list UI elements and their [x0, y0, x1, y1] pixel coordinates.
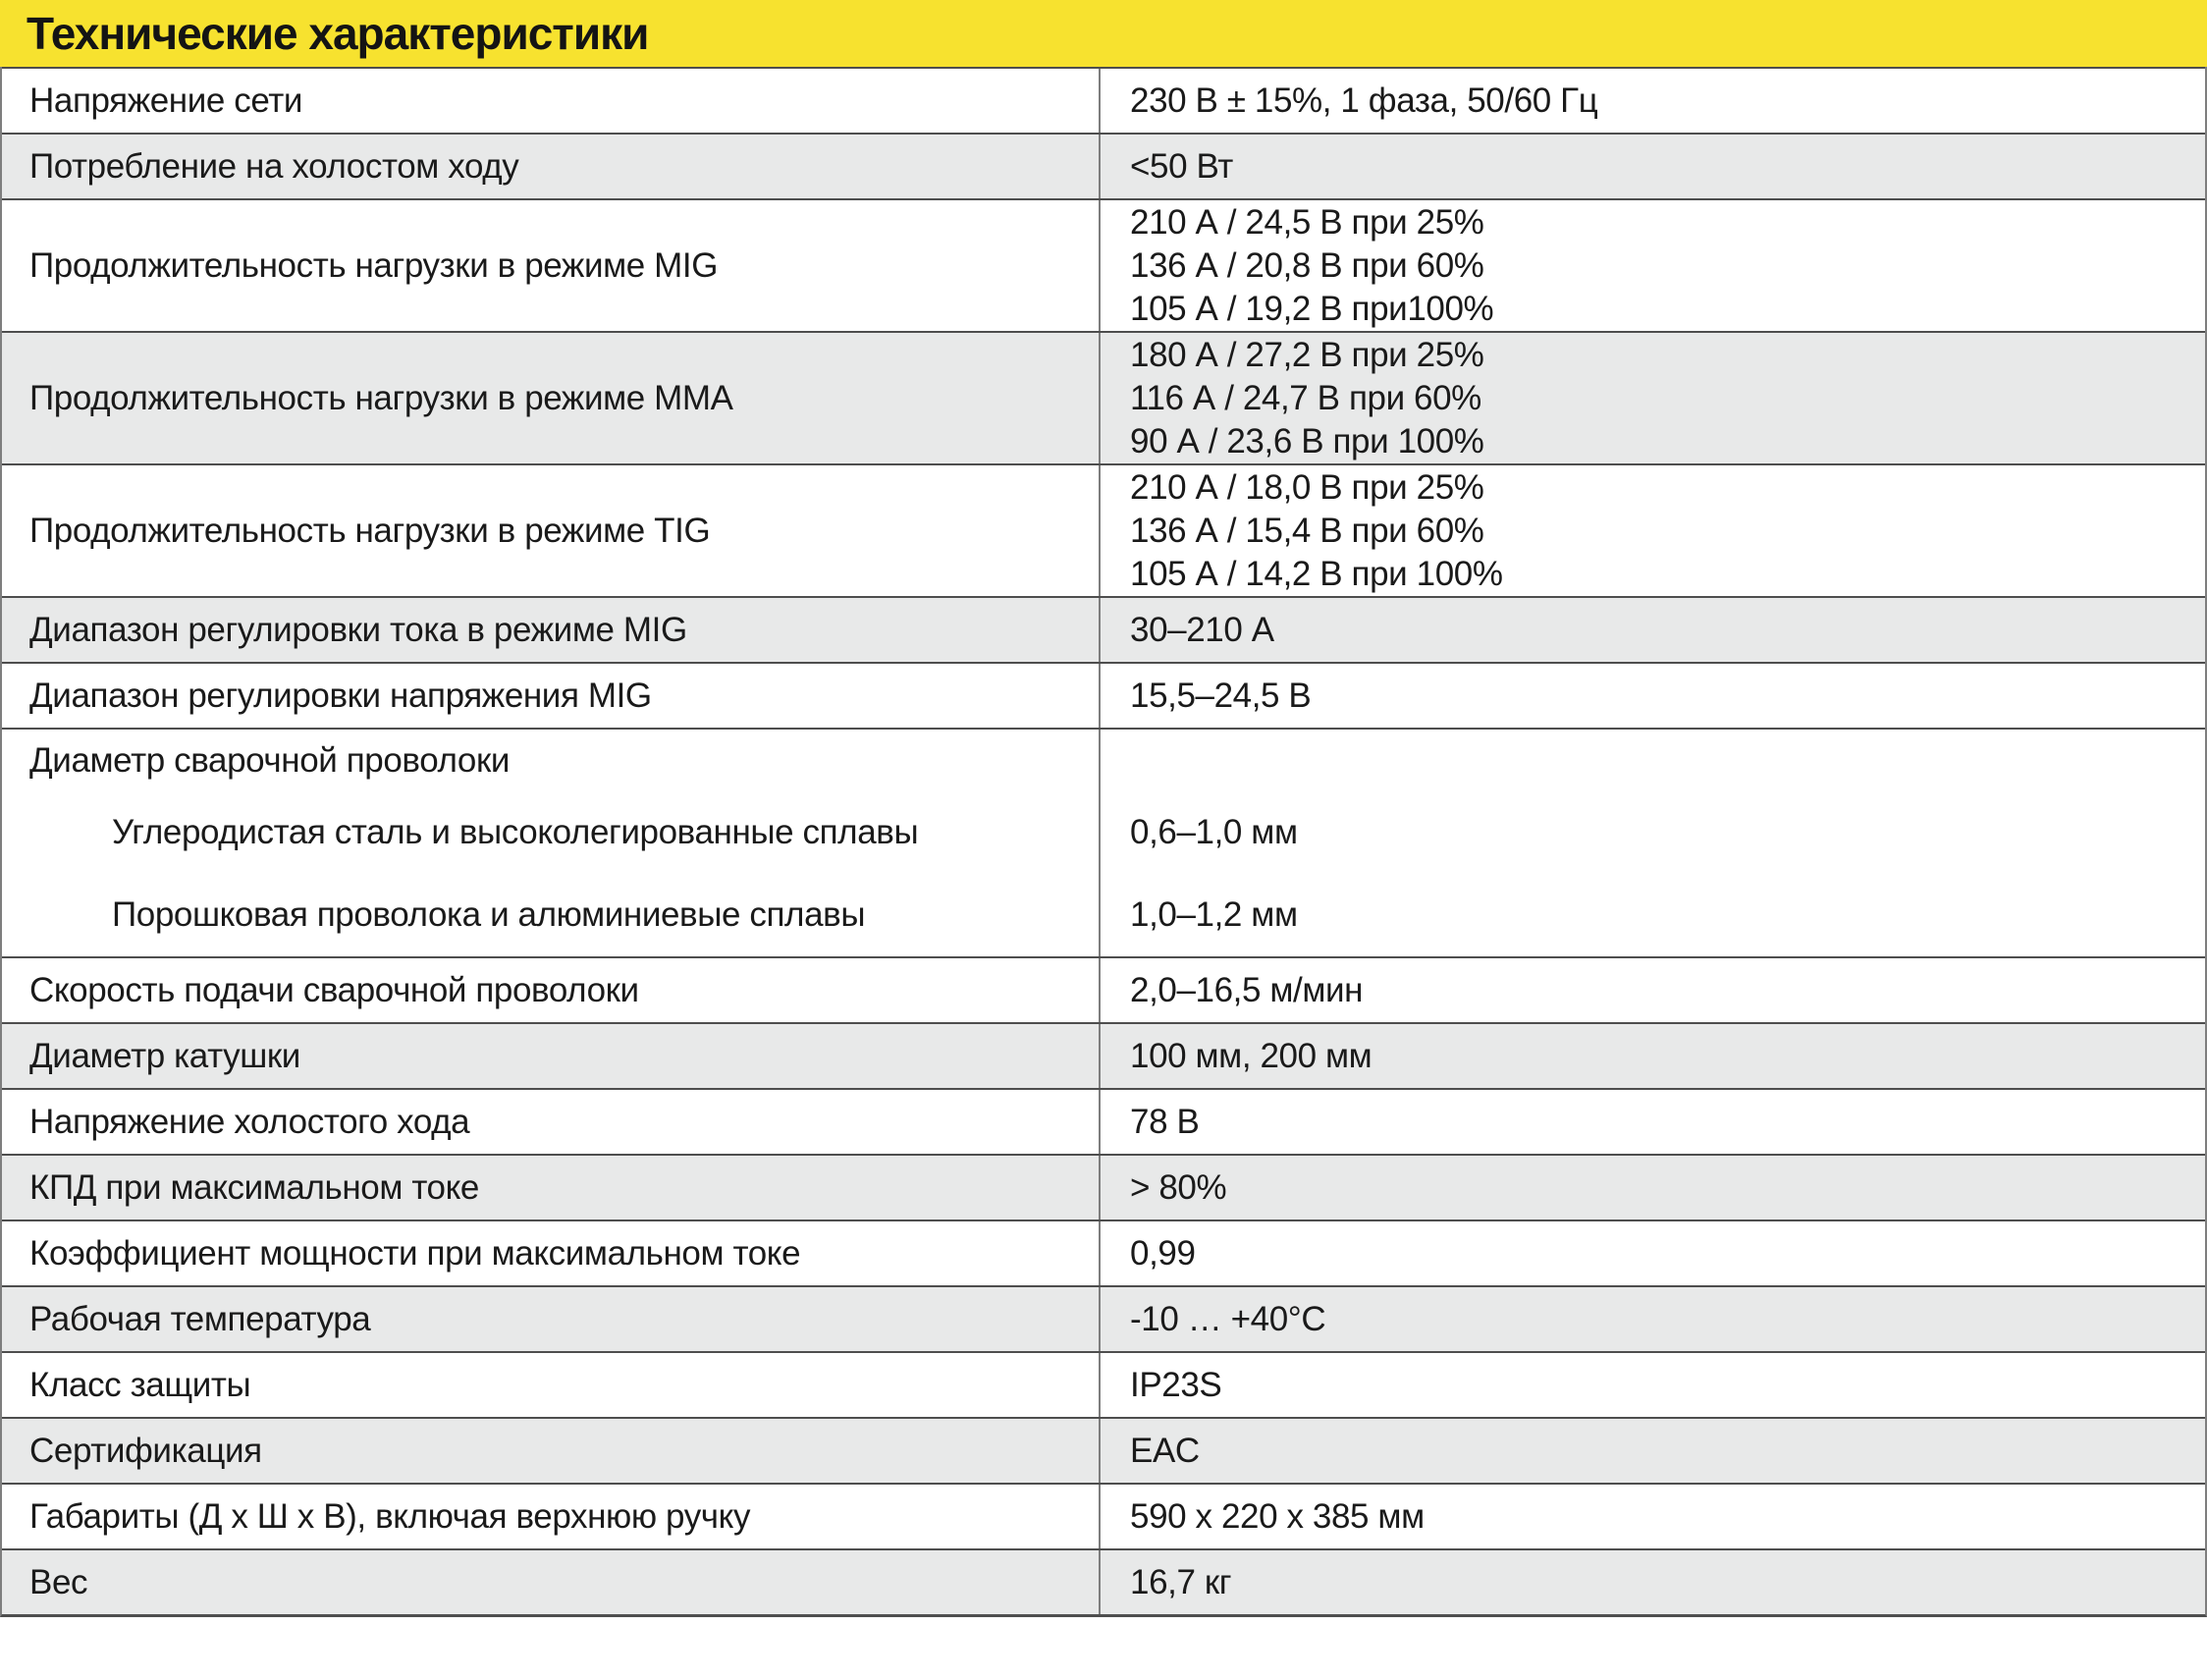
spec-value-cell	[1099, 200, 2205, 331]
spec-value-cell	[1099, 958, 2205, 1022]
spec-value: 136 А / 20,8 В при 60%	[1130, 245, 1484, 285]
table-row	[2, 956, 2205, 1022]
table-row	[2, 1483, 2205, 1548]
table-row	[2, 1417, 2205, 1483]
spec-sublabel: Углеродистая сталь и высоколегированные сплавы	[112, 813, 919, 851]
spec-value: 16,7 кг	[1130, 1562, 1232, 1601]
table-row	[2, 1351, 2205, 1417]
spec-label: Продолжительность нагрузки в режиме TIG	[29, 511, 711, 550]
spec-sublabel: Порошковая проволока и алюминиевые сплавы	[112, 895, 866, 934]
spec-label: Рабочая температура	[29, 1299, 371, 1338]
spec-value-cell	[1099, 1419, 2205, 1483]
spec-value-cell	[1099, 1024, 2205, 1088]
spec-value: 78 В	[1130, 1102, 1200, 1141]
table-row	[2, 331, 2205, 463]
spec-value: <50 Вт	[1130, 146, 1233, 186]
table-row	[2, 1219, 2205, 1285]
spec-value: EAC	[1130, 1431, 1200, 1470]
table-row	[2, 67, 2205, 133]
table-row	[2, 1088, 2205, 1154]
table-row	[2, 198, 2205, 331]
spec-value: 0,99	[1130, 1233, 1196, 1273]
spec-value-cell	[1099, 1221, 2205, 1285]
table-row	[2, 1022, 2205, 1088]
spec-value: 2,0–16,5 м/мин	[1130, 970, 1364, 1009]
spec-label: Вес	[29, 1562, 88, 1601]
spec-label: Продолжительность нагрузки в режиме ММА	[29, 378, 733, 417]
spec-value: 210 А / 24,5 В при 25%	[1130, 202, 1484, 242]
spec-value-cell	[1099, 333, 2205, 463]
spec-value-cell	[1099, 465, 2205, 596]
table-row	[2, 1548, 2205, 1614]
spec-label: Диаметр катушки	[29, 1036, 300, 1075]
spec-label: Диапазон регулировки тока в режиме MIG	[29, 610, 687, 649]
spec-label: Коэффициент мощности при максимальном токе	[29, 1233, 801, 1273]
spec-value: 105 А / 14,2 В при 100%	[1130, 554, 1503, 593]
spec-label: Потребление на холостом ходу	[29, 146, 519, 186]
spec-value: 90 А / 23,6 В при 100%	[1130, 421, 1484, 461]
table-row	[2, 662, 2205, 728]
spec-value: 230 В ± 15%, 1 фаза, 50/60 Гц	[1130, 81, 1598, 120]
spec-value: -10 … +40°C	[1130, 1299, 1326, 1338]
spec-value: 136 А / 15,4 В при 60%	[1130, 511, 1484, 550]
spec-value-cell	[1099, 1485, 2205, 1548]
table-row	[2, 596, 2205, 662]
spec-value: > 80%	[1130, 1167, 1227, 1207]
spec-value-cell	[1099, 135, 2205, 198]
spec-label: Напряжение холостого хода	[29, 1102, 470, 1141]
spec-value: 590 х 220 х 385 мм	[1130, 1496, 1425, 1536]
spec-value-cell	[1099, 1156, 2205, 1219]
spec-label: Сертификация	[29, 1431, 262, 1470]
table-header	[0, 0, 2207, 67]
spec-value: 15,5–24,5 В	[1130, 676, 1312, 715]
spec-label: Продолжительность нагрузки в режиме MIG	[29, 245, 719, 285]
spec-value: 210 А / 18,0 В при 25%	[1130, 467, 1484, 507]
spec-value-cell	[1099, 730, 2205, 791]
spec-value-cell	[1099, 69, 2205, 133]
spec-label: Диапазон регулировки напряжения MIG	[29, 676, 652, 715]
table-row	[2, 463, 2205, 596]
spec-label: Класс защиты	[29, 1365, 251, 1404]
spec-label: КПД при максимальном токе	[29, 1167, 479, 1207]
spec-value-cell	[1099, 1353, 2205, 1417]
spec-value: 105 А / 19,2 В при100%	[1130, 289, 1494, 328]
spec-value: 1,0–1,2 мм	[1099, 874, 2205, 956]
spec-value: 0,6–1,0 мм	[1099, 791, 2205, 874]
spec-value-cell	[1099, 1287, 2205, 1351]
spec-value-cell	[1099, 664, 2205, 728]
spec-value: IP23S	[1130, 1365, 1222, 1404]
spec-value-cell	[1099, 1090, 2205, 1154]
spec-label: Диаметр сварочной проволоки	[29, 740, 511, 780]
spec-value: 30–210 А	[1130, 610, 1274, 649]
spec-value: 180 А / 27,2 В при 25%	[1130, 335, 1484, 374]
spec-value: 116 А / 24,7 В при 60%	[1130, 378, 1481, 417]
table-row-wire-diameter	[2, 728, 2205, 956]
spec-label: Скорость подачи сварочной проволоки	[29, 970, 639, 1009]
spec-label: Напряжение сети	[29, 81, 303, 120]
spec-label: Габариты (Д х Ш х В), включая верхнюю ручку	[29, 1496, 751, 1536]
spec-table	[0, 67, 2207, 1617]
spec-value-cell	[1099, 598, 2205, 662]
spec-value: 100 мм, 200 мм	[1130, 1036, 1373, 1075]
table-row	[2, 1154, 2205, 1219]
table-row	[2, 1285, 2205, 1351]
spec-value-cell	[1099, 1550, 2205, 1614]
table-row	[2, 133, 2205, 198]
page-title: Технические характеристики	[27, 8, 649, 59]
